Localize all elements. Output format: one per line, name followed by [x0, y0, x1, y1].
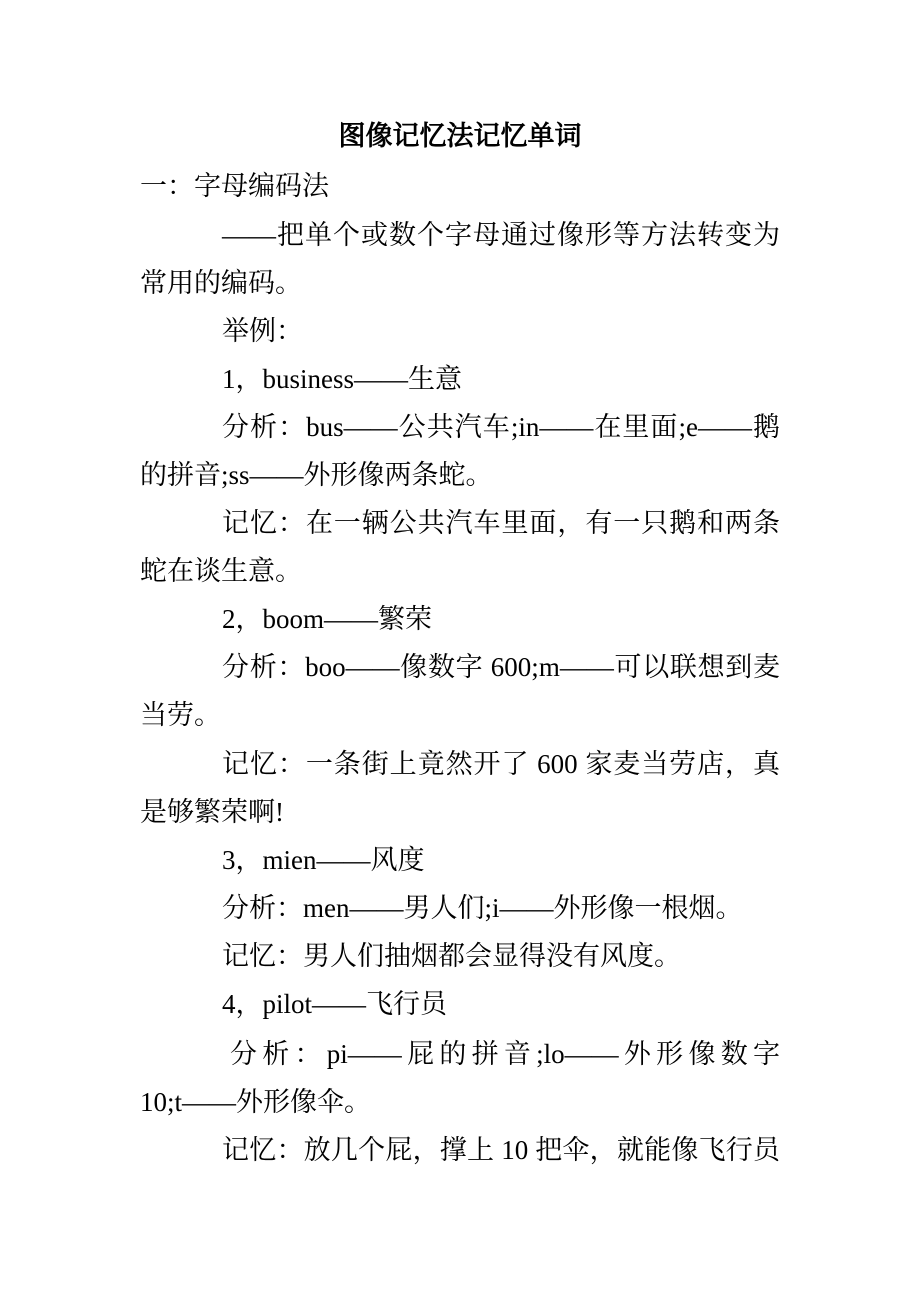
paragraph-line: 10;t——外形像伞。 [140, 1087, 372, 1117]
paragraph-line: 是够繁荣啊! [140, 797, 284, 827]
paragraph-line: 记忆：男人们抽烟都会显得没有风度。 [222, 941, 681, 971]
paragraph-line: 分析：bus——公共汽车;in——在里面;e——鹅 [222, 412, 780, 442]
paragraph-line: 常用的编码。 [140, 268, 302, 298]
document-title: 图像记忆法记忆单词 [338, 121, 582, 151]
example-heading: 4，pilot——飞行员 [222, 989, 448, 1019]
paragraph-line: 记忆：在一辆公共汽车里面，有一只鹅和两条 [222, 508, 780, 538]
paragraph-line: 的拼音;ss——外形像两条蛇。 [140, 460, 493, 490]
paragraph-line: 举例： [222, 316, 303, 346]
paragraph-line: 蛇在谈生意。 [140, 556, 302, 586]
paragraph-line: 分析：pi——屁的拼音;lo——外形像数字 [230, 1039, 780, 1069]
paragraph-line: 记忆：放几个屁，撑上 10 把伞，就能像飞行员 [222, 1135, 780, 1165]
paragraph-line: 分析：boo——像数字 600;m——可以联想到麦 [222, 652, 780, 682]
paragraph-line: ——把单个或数个字母通过像形等方法转变为 [222, 220, 780, 250]
example-heading: 3，mien——风度 [222, 845, 425, 875]
paragraph-line: 当劳。 [140, 700, 221, 730]
paragraph-line: 记忆：一条街上竟然开了 600 家麦当劳店，真 [222, 749, 780, 779]
paragraph-line: 分析：men——男人们;i——外形像一根烟。 [222, 893, 743, 923]
section-heading: 一：字母编码法 [140, 171, 329, 201]
example-heading: 2，boom——繁荣 [222, 604, 433, 634]
example-heading: 1，business——生意 [222, 364, 463, 394]
